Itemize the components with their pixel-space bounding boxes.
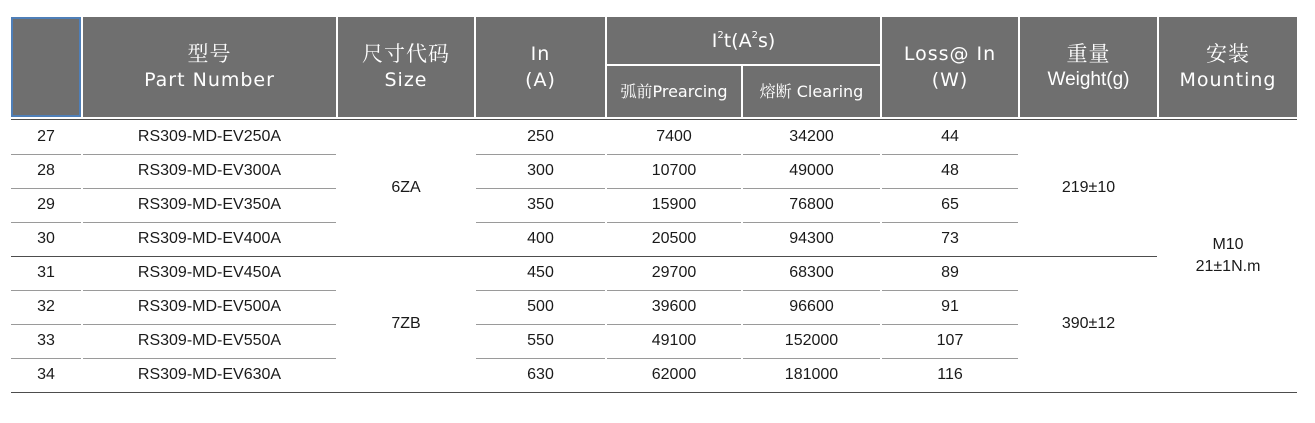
- row-number: 34: [37, 366, 55, 383]
- current-in: 450: [527, 264, 554, 281]
- prearcing-label: 弧前Prearcing: [620, 81, 728, 101]
- prearcing-value: 7400: [656, 128, 692, 145]
- row-number: 30: [37, 230, 55, 247]
- weight-group-1: [1020, 120, 1157, 256]
- clearing-value: 94300: [789, 230, 834, 247]
- part-number-zh: 型号: [187, 42, 232, 66]
- clearing-value: 96600: [789, 298, 834, 315]
- i2t-label: $I^2t(A^2s)$: [711, 29, 776, 52]
- prearcing-value: 62000: [651, 366, 697, 383]
- weight-value: 219±10: [1061, 179, 1116, 196]
- mounting-line2: 21±1N.m: [1195, 258, 1261, 275]
- mounting-line1: M10: [1212, 236, 1244, 253]
- part-number: RS309-MD-EV550A: [137, 332, 282, 349]
- row-number: 33: [37, 332, 55, 349]
- part-number: RS309-MD-EV450A: [137, 264, 282, 281]
- header-size: [338, 17, 474, 117]
- loss-value: 44: [941, 128, 959, 145]
- size-group-7zb: [338, 256, 474, 392]
- prearcing-value: 39600: [651, 298, 697, 315]
- prearcing-value: 29700: [651, 264, 697, 281]
- mounting-en: Mounting: [1179, 69, 1277, 91]
- part-number: RS309-MD-EV400A: [137, 230, 282, 247]
- part-number: RS309-MD-EV350A: [137, 196, 282, 213]
- clearing-value: 152000: [784, 332, 839, 349]
- loss-value: 107: [936, 332, 964, 349]
- part-number-en: Part Number: [144, 69, 275, 91]
- header-i2t: [607, 17, 880, 64]
- in-label: In: [530, 43, 551, 65]
- part-number: RS309-MD-EV300A: [137, 162, 282, 179]
- clearing-label: 熔断 Clearing: [759, 81, 864, 101]
- header-part-number: [83, 17, 336, 117]
- part-number: RS309-MD-EV630A: [137, 366, 282, 383]
- current-in: 250: [527, 128, 554, 145]
- size-zh: 尺寸代码: [362, 42, 450, 66]
- clearing-value: 34200: [789, 128, 834, 145]
- clearing-value: 76800: [789, 196, 834, 213]
- current-in: 300: [527, 162, 554, 179]
- in-unit: (A): [525, 69, 556, 91]
- prearcing-value: 15900: [651, 196, 697, 213]
- group-divider: [11, 256, 1157, 257]
- loss-value: 48: [941, 162, 959, 179]
- table-bottom-rule: [11, 392, 1297, 393]
- row-number: 29: [37, 196, 55, 213]
- current-in: 500: [527, 298, 554, 315]
- header-in: [476, 17, 605, 117]
- weight-en: Weight(g): [1047, 69, 1130, 90]
- loss-value: 65: [941, 196, 959, 213]
- current-in: 630: [527, 366, 554, 383]
- row-number: 31: [37, 264, 55, 281]
- header-weight: [1020, 17, 1157, 117]
- weight-group-2: [1020, 256, 1157, 392]
- weight-value: 390±12: [1061, 315, 1116, 332]
- loss-value: 89: [941, 264, 959, 281]
- clearing-value: 49000: [789, 162, 834, 179]
- loss-unit: (W): [931, 69, 969, 91]
- current-in: 400: [527, 230, 554, 247]
- mounting-zh: 安装: [1206, 42, 1250, 66]
- header-prearcing: [607, 66, 741, 117]
- size-value: 6ZA: [391, 179, 421, 196]
- row-number: 28: [37, 162, 55, 179]
- loss-label: Loss@ In: [903, 43, 997, 65]
- current-in: 350: [527, 196, 554, 213]
- row-number: 27: [37, 128, 55, 145]
- loss-value: 73: [941, 230, 959, 247]
- header-loss: [882, 17, 1018, 117]
- prearcing-value: 20500: [651, 230, 697, 247]
- prearcing-value: 49100: [651, 332, 697, 349]
- header-blank-cell: [11, 17, 81, 117]
- current-in: 550: [527, 332, 554, 349]
- header-mounting: [1159, 17, 1297, 117]
- part-number: RS309-MD-EV250A: [137, 128, 282, 145]
- clearing-value: 68300: [789, 264, 834, 281]
- loss-value: 91: [941, 298, 959, 315]
- size-en: Size: [384, 69, 428, 91]
- size-value: 7ZB: [391, 315, 421, 332]
- row-number: 32: [37, 298, 55, 315]
- prearcing-value: 10700: [651, 162, 697, 179]
- size-group-6za: [338, 120, 474, 256]
- clearing-value: 181000: [784, 366, 839, 383]
- loss-value: 116: [937, 366, 963, 383]
- part-number: RS309-MD-EV500A: [137, 298, 282, 315]
- mounting-cell: [1159, 120, 1297, 392]
- header-clearing: [743, 66, 880, 117]
- weight-zh: 重量: [1066, 42, 1111, 66]
